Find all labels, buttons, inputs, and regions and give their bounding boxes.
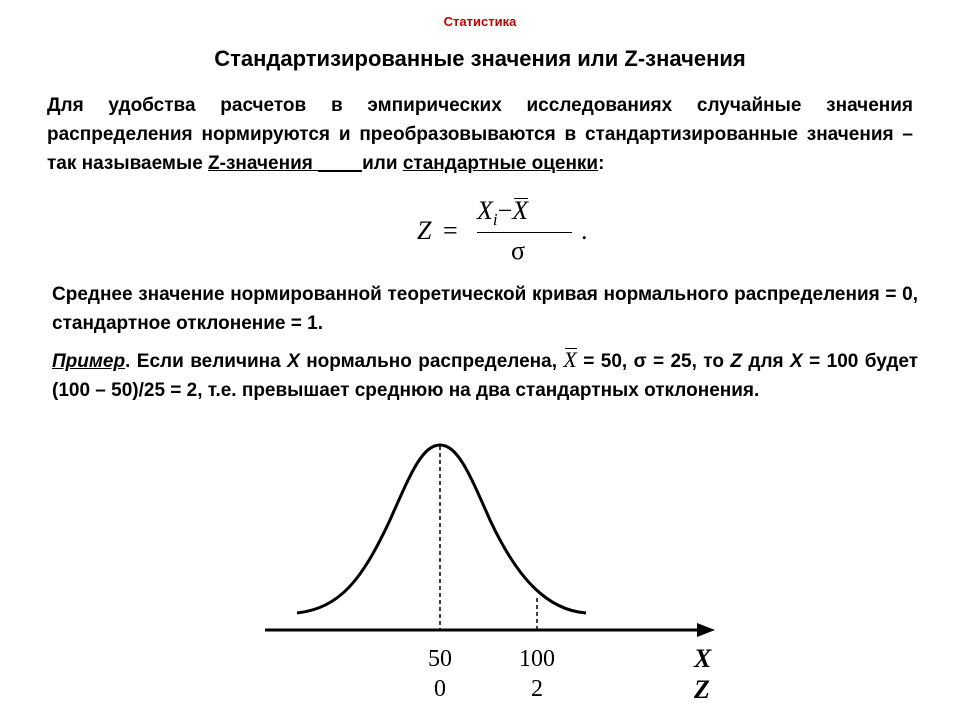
fraction-bar [477, 232, 572, 233]
tick-z-2: 2 [531, 676, 543, 702]
underline-gap [318, 152, 362, 172]
formula-lhs: Z [417, 216, 432, 245]
example-text-3: = 50, σ = 25, то [576, 351, 731, 372]
example-var-x2: X [790, 351, 803, 372]
formula-dot: . [581, 216, 588, 245]
formula-xbar: X [512, 196, 529, 225]
standard-scores-term: стандартные оценки [402, 153, 599, 174]
example-var-x: X [287, 351, 300, 372]
example-xbar: X [563, 347, 577, 372]
example-paragraph [52, 345, 918, 405]
intro-text-2: или [362, 153, 403, 174]
z-formula [417, 196, 592, 266]
example-text-1: . Если величина [125, 351, 288, 372]
tick-x-50: 50 [428, 646, 452, 672]
mean-paragraph: Среднее значение нормированной теоретической кривая нормального распределения = 0, стандартное отклонение = 1. [52, 284, 918, 334]
page-title: Стандартизированные значения или Z-значения [214, 46, 746, 71]
example-text-5: = 100 будет (100 – 50)/25 = 2, т.е. превышает среднюю на два стандартных отклонения. [52, 351, 918, 401]
formula-denominator: σ [511, 236, 526, 265]
formula-numerator [477, 196, 528, 230]
formula-minus: − [497, 196, 513, 225]
z-values-term: Z-значения [208, 153, 319, 174]
x-axis-arrowhead [697, 623, 715, 637]
intro-text-1: Для удобства расчетов в эмпирических исследованиях случайные значения распределения нормируются и преобразовываются в стандартизированные значения – так называемые [47, 95, 913, 174]
normal-curve [297, 445, 586, 613]
tick-x-100: 100 [519, 646, 555, 672]
header-label: Статистика [443, 14, 517, 29]
intro-text-3: : [598, 153, 605, 174]
tick-z-0: 0 [434, 676, 446, 702]
z-axis-label: Z [694, 675, 710, 704]
example-var-z: Z [730, 351, 742, 372]
formula-x: X [477, 196, 493, 225]
formula-subscript: i [492, 210, 498, 230]
example-text-2: нормально распределена, [299, 351, 564, 372]
intro-paragraph [47, 91, 913, 178]
example-text-4: для [741, 351, 791, 372]
x-axis-label: X [694, 644, 712, 673]
formula-equals: = [443, 216, 458, 245]
example-label: Пример [52, 351, 126, 372]
